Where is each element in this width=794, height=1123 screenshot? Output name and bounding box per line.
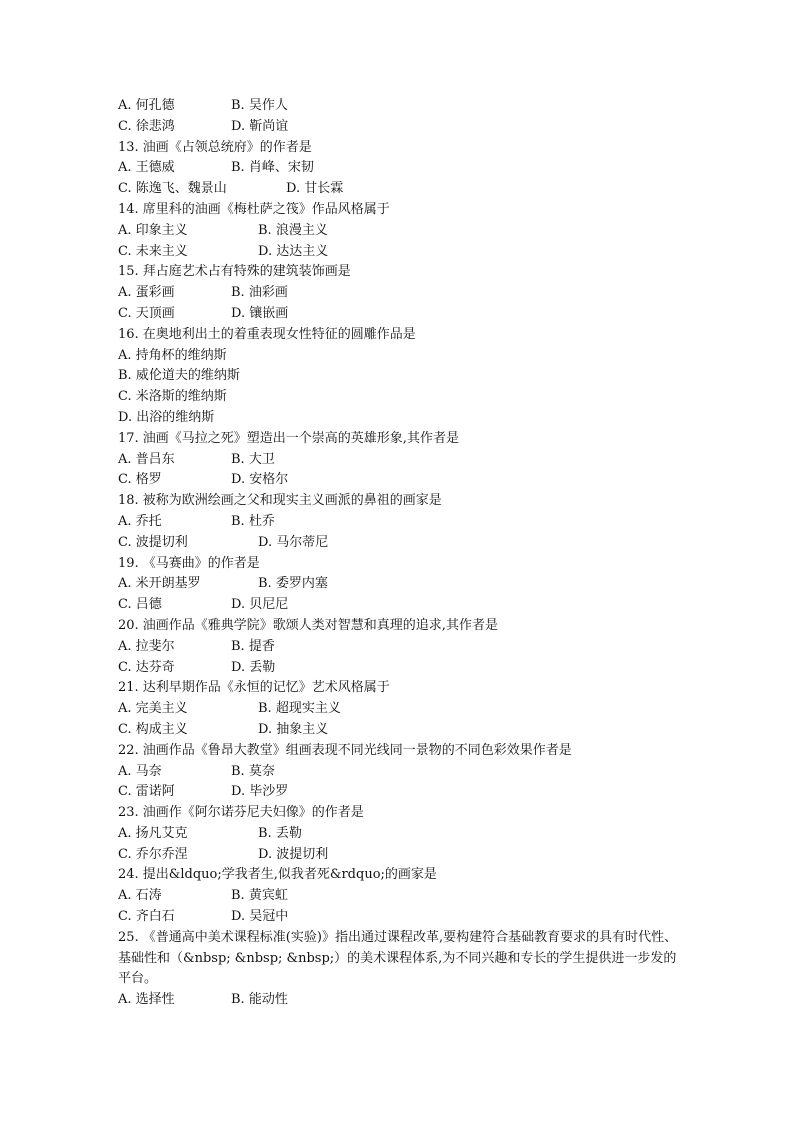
answer-option: B. 肖峰、宋韧 xyxy=(231,160,314,176)
answer-options-row xyxy=(118,990,683,1011)
question-line: 24. 提出&ldquo;学我者生,似我者死&rdquo;的画家是 xyxy=(118,867,437,883)
answer-options-row xyxy=(118,845,683,866)
answer-options-row xyxy=(118,762,683,783)
answer-option: B. 杜乔 xyxy=(231,513,275,529)
answer-option: D. 镶嵌画 xyxy=(231,305,289,321)
answer-options-row xyxy=(118,699,683,720)
answer-option: A. 普吕东 xyxy=(118,451,175,467)
answer-options-row xyxy=(118,179,683,200)
answer-option: D. 吴冠中 xyxy=(231,909,289,925)
answer-option: C. 雷诺阿 xyxy=(118,784,175,800)
answer-options-row xyxy=(118,637,683,658)
question-line: 20. 油画作品《雅典学院》歌颂人类对智慧和真理的追求,其作者是 xyxy=(118,617,498,633)
answer-option: A. 蛋彩画 xyxy=(118,285,175,301)
answer-option: D. 安格尔 xyxy=(231,472,289,488)
answer-option: D. 抽象主义 xyxy=(258,721,329,737)
question-line: D. 出浴的维纳斯 xyxy=(118,409,215,425)
question-line: 16. 在奥地利出土的着重表现女性特征的圆雕作品是 xyxy=(118,326,416,342)
answer-option: A. 王德威 xyxy=(118,160,175,176)
answer-option: D. 波提切利 xyxy=(258,846,329,862)
answer-options-row xyxy=(118,221,683,242)
answer-options-row xyxy=(118,470,683,491)
answer-option: C. 达芬奇 xyxy=(118,659,175,675)
answer-option: A. 何孔德 xyxy=(118,98,175,113)
answer-option: C. 波提切利 xyxy=(118,534,188,550)
answer-options-row xyxy=(118,512,683,533)
answer-option: B. 黄宾虹 xyxy=(231,888,288,904)
document-page xyxy=(118,96,683,1011)
answer-option: B. 浪漫主义 xyxy=(258,222,328,238)
answer-options-row xyxy=(118,824,683,845)
answer-option: A. 拉斐尔 xyxy=(118,638,175,654)
answer-options-row xyxy=(118,886,683,907)
answer-option: D. 达达主义 xyxy=(258,243,329,259)
question-line: 23. 油画作《阿尔诺芬尼夫妇像》的作者是 xyxy=(118,805,364,821)
answer-option: C. 齐白石 xyxy=(118,909,175,925)
answer-options-row xyxy=(118,158,683,179)
answer-option: C. 徐悲鸿 xyxy=(118,118,175,134)
answer-option: A. 完美主义 xyxy=(118,701,188,717)
answer-option: D. 靳尚谊 xyxy=(231,118,289,134)
answer-option: A. 选择性 xyxy=(118,992,175,1008)
question-line: 14. 席里科的油画《梅杜萨之筏》作品风格属于 xyxy=(118,201,390,217)
question-line: C. 米洛斯的维纳斯 xyxy=(118,389,227,405)
answer-option: A. 石涛 xyxy=(118,888,162,904)
question-line: A. 持角杯的维纳斯 xyxy=(118,347,227,363)
question-line: 19. 《马赛曲》的作者是 xyxy=(118,555,260,571)
answer-option: B. 丢勒 xyxy=(258,825,302,841)
answer-option: B. 提香 xyxy=(231,638,275,654)
answer-option: C. 构成主义 xyxy=(118,721,188,737)
answer-option: B. 委罗内塞 xyxy=(258,576,328,592)
question-line: 17. 油画《马拉之死》塑造出一个崇高的英雄形象,其作者是 xyxy=(118,430,459,446)
answer-option: D. 丢勒 xyxy=(231,659,276,675)
answer-option: D. 毕沙罗 xyxy=(231,784,289,800)
question-line: B. 威伦道夫的维纳斯 xyxy=(118,368,240,384)
answer-options-row xyxy=(118,96,683,117)
answer-option: C. 天顶画 xyxy=(118,305,175,321)
answer-option: B. 能动性 xyxy=(231,992,288,1008)
answer-options-row xyxy=(118,450,683,471)
answer-options-row xyxy=(118,720,683,741)
answer-option: A. 印象主义 xyxy=(118,222,188,238)
answer-options-row xyxy=(118,574,683,595)
answer-option: C. 吕德 xyxy=(118,597,162,613)
answer-option: B. 莫奈 xyxy=(231,763,275,779)
answer-option: C. 未来主义 xyxy=(118,243,188,259)
answer-option: B. 吴作人 xyxy=(231,98,288,113)
question-line: 15. 拜占庭艺术占有特殊的建筑装饰画是 xyxy=(118,264,351,280)
answer-option: A. 乔托 xyxy=(118,513,162,529)
answer-options-row xyxy=(118,595,683,616)
answer-option: B. 大卫 xyxy=(231,451,275,467)
answer-option: A. 米开朗基罗 xyxy=(118,576,201,592)
answer-option: B. 超现实主义 xyxy=(258,701,341,717)
answer-option: C. 格罗 xyxy=(118,472,162,488)
answer-option: C. 乔尔乔涅 xyxy=(118,846,188,862)
question-line: 21. 达利早期作品《永恒的记忆》艺术风格属于 xyxy=(118,680,390,696)
answer-options-row xyxy=(118,304,683,325)
answer-options-row xyxy=(118,907,683,928)
answer-options-row xyxy=(118,782,683,803)
answer-option: D. 甘长霖 xyxy=(286,181,344,197)
answer-option: C. 陈逸飞、魏景山 xyxy=(118,181,227,197)
answer-options-row xyxy=(118,658,683,679)
answer-options-row xyxy=(118,242,683,263)
answer-option: D. 贝尼尼 xyxy=(231,597,289,613)
question-line: 18. 被称为欧洲绘画之父和现实主义画派的鼻祖的画家是 xyxy=(118,493,442,509)
answer-option: D. 马尔蒂尼 xyxy=(258,534,329,550)
answer-option: B. 油彩画 xyxy=(231,285,288,301)
question-line: 13. 油画《占领总统府》的作者是 xyxy=(118,139,312,155)
question-line: 22. 油画作品《鲁昂大教堂》组画表现不同光线同一景物的不同色彩效果作者是 xyxy=(118,742,572,758)
answer-options-row xyxy=(118,117,683,138)
answer-options-row xyxy=(118,283,683,304)
question-paragraph: 25. 《普通高中美术课程标准(实验)》指出通过课程改革,要构建符合基础教育要求的具有时代性、基础性和（&nbsp; &nbsp; &nbsp;）的美术课程体系,为不同兴趣和专长的学生提供进一步发的平台。 xyxy=(118,929,678,987)
answer-options-row xyxy=(118,533,683,554)
answer-option: A. 马奈 xyxy=(118,763,162,779)
answer-option: A. 扬凡艾克 xyxy=(118,825,188,841)
